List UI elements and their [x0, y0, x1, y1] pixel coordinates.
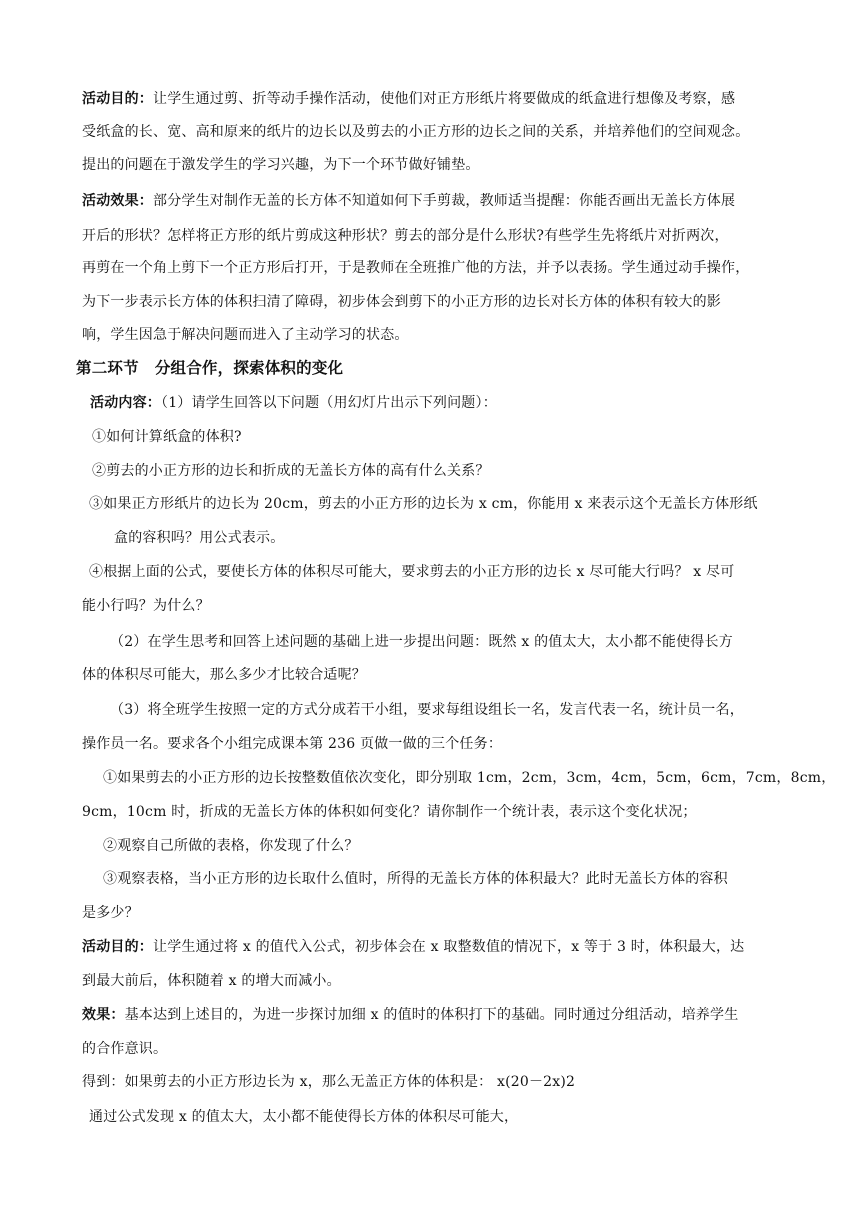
purpose-label: 活动目的： — [82, 91, 153, 107]
section-heading — [76, 358, 343, 378]
paragraph-line: （2）在学生思考和回答上述问题的基础上进一步提出问题：既然 x 的值太大，太小都不能使得长方 — [110, 634, 733, 650]
effect-label: 效果： — [82, 1007, 125, 1023]
purpose-label: 活动目的： — [82, 939, 153, 955]
paragraph-line: 受纸盒的长、宽、高和原来的纸片的边长以及剪去的小正方形的边长之间的关系，并培养他们的空间观念。 — [82, 124, 750, 140]
paragraph-line: 响，学生因急于解决问题而进入了主动学习的状态。 — [82, 327, 409, 343]
question-item-continued: 盒的容积吗？用公式表示。 — [114, 530, 285, 546]
task-item: ①如果剪去的小正方形的边长按整数值依次变化，即分别取 1cm，2cm，3cm，4cm，5cm，6cm，7cm，8cm， — [103, 770, 836, 786]
purpose-paragraph-line — [82, 937, 744, 957]
effect-paragraph-line — [82, 191, 735, 211]
question-item: ③如果正方形纸片的边长为 20cm，剪去的小正方形的边长为 x cm，你能用 x 来表示这个无盖长方体形纸 — [89, 496, 758, 512]
task-item: ③观察表格，当小正方形的边长取什么值时，所得的无盖长方体的体积最大？此时无盖长方体的容积 — [103, 871, 728, 887]
effect-text: 部分学生对制作无盖的长方体不知道如何下手剪裁，教师适当提醒：你能否画出无盖长方体展 — [153, 193, 736, 209]
content-paragraph-line — [90, 393, 497, 413]
paragraph-line: 到最大前后，体积随着 x 的增大而减小。 — [82, 973, 341, 989]
task-item-continued: 是多少？ — [82, 905, 139, 921]
task-item: ②观察自己所做的表格，你发现了什么？ — [103, 838, 359, 854]
effect-text: 基本达到上述目的，为进一步探讨加细 x 的值时的体积打下的基础。同时通过分组活动，培养学生 — [124, 1007, 739, 1023]
effect-paragraph-line — [82, 1005, 738, 1025]
paragraph-line: 体的体积尽可能大，那么多少才比较合适呢？ — [82, 667, 366, 683]
purpose-text: 让学生通过将 x 的值代入公式，初步体会在 x 取整数值的情况下，x 等于 3 时，体积最大，达 — [153, 939, 745, 955]
paragraph-line: 开后的形状？怎样将正方形的纸片剪成这种形状？剪去的部分是什么形状?有些学生先将纸片对折两次， — [82, 228, 729, 244]
paragraph-line: 再剪在一个角上剪下一个正方形后打开，于是教师在全班推广他的方法，并予以表扬。学生通过动手操作， — [82, 260, 750, 276]
question-item-continued: 能小行吗？为什么？ — [82, 598, 210, 614]
question-item: ①如何计算纸盒的体积? — [92, 429, 242, 445]
paragraph-line: 的合作意识。 — [82, 1041, 168, 1057]
section-title: 分组合作，探索体积的变化 — [154, 358, 344, 377]
effect-label: 活动效果： — [82, 193, 153, 209]
result-formula-line: 得到：如果剪去的小正方形边长为 x，那么无盖正方体的体积是： x(20－2x)2 — [82, 1074, 576, 1090]
question-item: ②剪去的小正方形的边长和折成的无盖长方体的高有什么关系？ — [92, 463, 490, 479]
paragraph-line: 提出的问题在于激发学生的学习兴趣，为下一个环节做好铺垫。 — [82, 157, 480, 173]
paragraph-line: （3）将全班学生按照一定的方式分成若干小组，要求每组设组长一名，发言代表一名，统计员一名， — [110, 702, 744, 718]
task-item-continued: 9cm，10cm 时，折成的无盖长方体的体积如何变化？请你制作一个统计表，表示这个变化状况； — [82, 804, 697, 820]
paragraph-line: 操作员一名。要求各个小组完成课本第 236 页做一做的三个任务： — [82, 736, 503, 752]
section-number: 第二环节 — [76, 358, 139, 377]
purpose-text: 让学生通过剪、折等动手操作活动，使他们对正方形纸片将要做成的纸盒进行想像及考察，感 — [153, 91, 736, 107]
purpose-paragraph-line — [82, 89, 735, 109]
paragraph-line: 为下一步表示长方体的体积扫清了障碍，初步体会到剪下的小正方形的边长对长方体的体积有较大的影 — [82, 294, 721, 310]
question-item: ④根据上面的公式，要使长方体的体积尽可能大，要求剪去的小正方形的边长 x 尽可能大行吗？ x 尽可 — [89, 564, 735, 580]
paragraph-line: 通过公式发现 x 的值太大，太小都不能使得长方体的体积尽可能大， — [89, 1109, 519, 1125]
content-label: 活动内容： — [90, 395, 161, 411]
content-text: （1）请学生回答以下问题（用幻灯片出示下列问题）： — [161, 395, 497, 411]
